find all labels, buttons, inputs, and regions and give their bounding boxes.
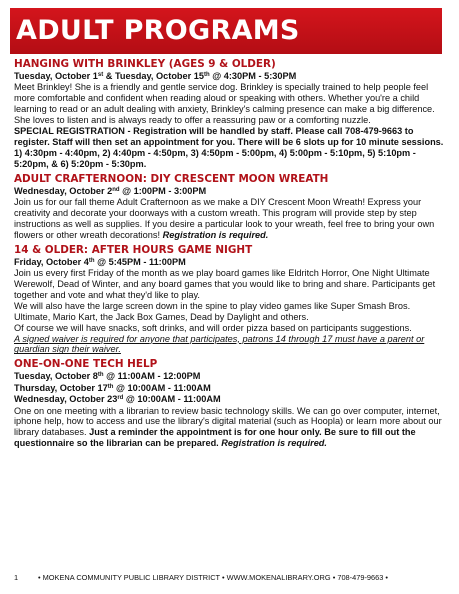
date-text: Thursday, October 17 [14,382,108,393]
program-description [14,197,446,241]
date-suffix: th [88,257,95,264]
program-tech-help [14,358,446,449]
registration-note: Registration is required. [162,229,269,240]
program-date [14,394,446,405]
program-description: Join us every first Friday of the month as we play board games like Eldritch Horror, One Night Ultimate Werewolf, Dead of Winter, and any board games that you would like to bring and share. Participants get together and vote and what they'd like to play. [14,268,436,300]
time-text: @ 11:00AM - 12:00PM [103,371,201,382]
program-date [14,71,446,82]
footer-text: • MOKENA COMMUNITY PUBLIC LIBRARY DISTRICT • WWW.MOKENALIBRARY.ORG • 708-479-9663 • [38,573,388,582]
program-date [14,371,446,382]
page-banner: ADULT PROGRAMS [10,8,442,54]
program-description [14,406,446,450]
time-text: @ 5:45PM - 11:00PM [94,256,186,267]
program-description: Of course we will have snacks, soft drinks, and will order pizza based on participants suggestions. [14,322,412,333]
date-text: Tuesday, October 1 [14,71,98,81]
date-suffix: th [107,383,114,390]
program-brinkley [14,58,446,170]
description-text: One on one meeting with a librarian to review basic technology skills. We can go over computer, internet, iphone help, how to access and use the library's digital material (such as Hoopla) or learn more about our library databases. [14,405,442,438]
time-text: @ 10:00AM - 11:00AM [113,382,211,393]
program-date [14,257,446,268]
special-registration-note: SPECIAL REGISTRATION - Registration will be handled by staff. Please call 708-479-9663 to register. Staff will then set an appointment for you. There will be 6 slots up for 10 minute sessions. 1) 4:30pm - 4:40pm, 2) 4:40pm - 4:50pm, 3) 4:50pm - 5:00pm, 4) 5:00pm - 5:10pm, 5) 5:10pm - 5:20pm, & 6) 5:20pm - 5:30pm. [14,126,444,169]
program-heading: HANGING WITH BRINKLEY (AGES 9 & OLDER) [14,58,276,70]
waiver-note: A signed waiver is required for anyone that participates, patrons 14 through 17 must have a parent or guardian sign their waiver. [14,333,425,355]
program-date [14,186,446,197]
description-text: Join us for our fall theme Adult Crafternoon as we make a DIY Crescent Moon Wreath! Express your creativity and decorate your doorways with a custom wreath. This program will provide step by step instructions as well as supplies. If you desire a particular look to your wreath, feel free to bring your own flowers or other wreath decorations! [14,197,435,240]
program-description: We will also have the large screen down in the spine to play video games like Super Smash Bros. Ultimate, Mario Kart, the Jack Box Games, Dead by Daylight and others. [14,300,411,322]
registration-note: Registration is required. [221,438,327,449]
date-text: Wednesday, October 23 [14,394,118,405]
time-text: @ 1:00PM - 3:00PM [119,185,207,196]
program-game-night [14,244,446,356]
date-text: Tuesday, October 8 [14,371,98,382]
reminder-text: Just a reminder the appointment is for one hour only. Be sure to fill out the questionnaire so the librarian can be prepared. [14,427,416,449]
date-suffix: nd [112,186,120,193]
date-suffix: st [97,72,104,78]
date-suffix: rd [117,395,124,402]
program-heading: ADULT CRAFTERNOON: DIY CRESCENT MOON WREATH [14,172,329,185]
time-text: @ 10:00AM - 11:00AM [123,394,221,405]
time-text: @ 4:30PM - 5:30PM [209,71,297,81]
program-list [14,55,446,449]
date-text: & Tuesday, October 15 [103,71,205,81]
program-description: Meet Brinkley! She is a friendly and gentle service dog. Brinkley is specially trained to help people feel more comfortable and confident when reading aloud or speaking with others. Whether you're a child learning to read or an adult dealing with anxiety, Brinkley's calming presence can make a big difference. She loves to listen and is always ready to offer a reassuring paw or a comforting nuzzle. [14,82,435,126]
program-crafternoon [14,173,446,241]
date-suffix: th [97,372,104,379]
date-text: Friday, October 4 [14,256,89,267]
date-suffix: th [204,72,210,78]
date-text: Wednesday, October 2 [14,185,113,196]
program-date [14,383,446,394]
program-heading: 14 & OLDER: AFTER HOURS GAME NIGHT [14,243,253,256]
page-footer [14,573,454,583]
program-heading: ONE-ON-ONE TECH HELP [14,358,158,371]
page-number: 1 [14,573,19,582]
